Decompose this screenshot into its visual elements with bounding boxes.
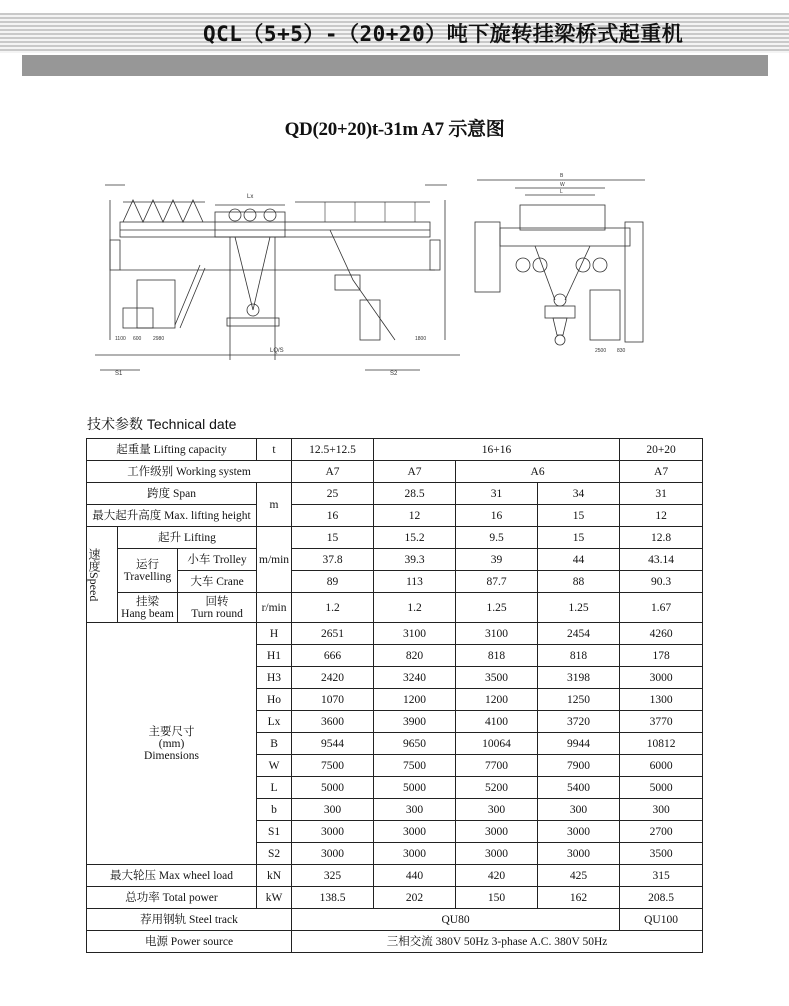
dimension-key: b: [257, 799, 292, 821]
table-row: [87, 483, 703, 505]
value-cell: 31: [620, 483, 703, 505]
value-cell: 3600: [292, 711, 374, 733]
hang-beam-cn: 挂梁: [136, 595, 159, 608]
table-cell: QU80: [292, 909, 620, 931]
value-cell: 300: [456, 799, 538, 821]
value-cell: 34: [538, 483, 620, 505]
value-cell: 1070: [292, 689, 374, 711]
value-cell: 5000: [292, 777, 374, 799]
value-cell: 2454: [538, 623, 620, 645]
unit-cell: kW: [257, 887, 292, 909]
value-cell: 3720: [538, 711, 620, 733]
value-cell: 4260: [620, 623, 703, 645]
value-cell: 1200: [374, 689, 456, 711]
value-cell: 39.3: [374, 549, 456, 571]
label-dim-600: 600: [133, 336, 142, 342]
label-span: LQ/S: [270, 348, 284, 354]
dim-cn: 主要尺寸: [148, 725, 195, 738]
value-cell: 178: [620, 645, 703, 667]
dimension-key: H: [257, 623, 292, 645]
value-cell: 9650: [374, 733, 456, 755]
value-cell: 7500: [374, 755, 456, 777]
value-cell: 3198: [538, 667, 620, 689]
row-label: 荐用钢轨 Steel track: [87, 909, 292, 931]
value-cell: 2420: [292, 667, 374, 689]
section-title: 技术参数 Technical date: [87, 416, 237, 432]
row-label: 最大轮压 Max wheel load: [87, 865, 257, 887]
value-cell: 666: [292, 645, 374, 667]
value-cell: 5000: [374, 777, 456, 799]
dimension-key: W: [257, 755, 292, 777]
hang-beam-label: [118, 593, 178, 623]
table-cell: 12.5+12.5: [292, 439, 374, 461]
table-cell: A7: [620, 461, 703, 483]
value-cell: 7700: [456, 755, 538, 777]
value-cell: 3000: [456, 821, 538, 843]
value-cell: 1.2: [292, 593, 374, 623]
value-cell: 3000: [292, 843, 374, 865]
value-cell: 818: [538, 645, 620, 667]
table-cell: 16+16: [374, 439, 620, 461]
dim-en: Dimensions: [144, 749, 199, 762]
value-cell: 90.3: [620, 571, 703, 593]
row-label: 跨度 Span: [87, 483, 257, 505]
side-elevation: [475, 180, 645, 345]
table-row: [87, 461, 703, 483]
travelling-label: [118, 549, 178, 593]
row-label: 电源 Power source: [87, 931, 292, 953]
row-label: 最大起升高度 Max. lifting height: [87, 505, 257, 527]
value-cell: 15: [292, 527, 374, 549]
value-cell: 113: [374, 571, 456, 593]
value-cell: 3240: [374, 667, 456, 689]
value-cell: 300: [620, 799, 703, 821]
value-cell: 89: [292, 571, 374, 593]
front-elevation: [95, 185, 460, 370]
drawing-title: QD(20+20)t-31m A7 示意图: [284, 119, 505, 140]
value-cell: 1.25: [538, 593, 620, 623]
value-cell: 15.2: [374, 527, 456, 549]
unit-cell: t: [257, 439, 292, 461]
label-lx: Lx: [247, 194, 254, 200]
value-cell: 150: [456, 887, 538, 909]
turn-round-en: Turn round: [191, 607, 243, 620]
table-cell: QU100: [620, 909, 703, 931]
dimension-key: S2: [257, 843, 292, 865]
row-label: 起重量 Lifting capacity: [87, 439, 257, 461]
table-row: [87, 865, 703, 887]
value-cell: 202: [374, 887, 456, 909]
turn-round-cn: 回转: [205, 595, 229, 608]
page-title: QCL（5+5）-（20+20）吨下旋转挂梁桥式起重机: [203, 22, 684, 46]
value-cell: 420: [456, 865, 538, 887]
table-cell: A7: [292, 461, 374, 483]
speed-en: Speed: [87, 571, 101, 602]
value-cell: 1.67: [620, 593, 703, 623]
row-label: 起升 Lifting: [118, 527, 257, 549]
value-cell: 9544: [292, 733, 374, 755]
unit-cell: m: [257, 483, 292, 527]
value-cell: 16: [292, 505, 374, 527]
table-row: [87, 887, 703, 909]
value-cell: 6000: [620, 755, 703, 777]
table-row: [87, 571, 703, 593]
value-cell: 15: [538, 505, 620, 527]
speed-label: [87, 527, 118, 623]
dimension-key: B: [257, 733, 292, 755]
row-label: 小车 Trolley: [178, 549, 257, 571]
table-cell: A6: [456, 461, 620, 483]
value-cell: 1200: [456, 689, 538, 711]
value-cell: 3500: [456, 667, 538, 689]
table-row: [87, 439, 703, 461]
label-l: L: [560, 189, 563, 195]
dimension-key: L: [257, 777, 292, 799]
travelling-cn: 运行: [136, 558, 159, 571]
value-cell: 3500: [620, 843, 703, 865]
value-cell: 162: [538, 887, 620, 909]
value-cell: 16: [456, 505, 538, 527]
dim-unit: (mm): [158, 737, 185, 750]
value-cell: 315: [620, 865, 703, 887]
value-cell: 300: [292, 799, 374, 821]
value-cell: 12: [374, 505, 456, 527]
value-cell: 1.2: [374, 593, 456, 623]
value-cell: 43.14: [620, 549, 703, 571]
value-cell: 88: [538, 571, 620, 593]
label-s1: S1: [115, 371, 123, 377]
value-cell: 300: [538, 799, 620, 821]
value-cell: 5200: [456, 777, 538, 799]
label-dim-2980: 2980: [153, 336, 165, 342]
value-cell: 3000: [538, 843, 620, 865]
table-row: [87, 931, 703, 953]
value-cell: 15: [538, 527, 620, 549]
table-row: [87, 549, 703, 571]
table-row: [87, 623, 703, 645]
value-cell: 5400: [538, 777, 620, 799]
value-cell: 31: [456, 483, 538, 505]
value-cell: 425: [538, 865, 620, 887]
value-cell: 820: [374, 645, 456, 667]
header-bar: [22, 55, 768, 76]
table-row: [87, 527, 703, 549]
technical-data-table: [86, 438, 703, 953]
value-cell: 3100: [456, 623, 538, 645]
crane-schematic-drawing: [85, 160, 645, 380]
speed-cn: 速度: [87, 547, 101, 572]
table-row: [87, 505, 703, 527]
label-b: B: [560, 173, 564, 179]
table-cell: 20+20: [620, 439, 703, 461]
table-cell: 三相交流 380V 50Hz 3-phase A.C. 380V 50Hz: [292, 931, 703, 953]
table-cell: A7: [374, 461, 456, 483]
value-cell: 3100: [374, 623, 456, 645]
dimensions-label: [87, 623, 257, 865]
value-cell: 10812: [620, 733, 703, 755]
value-cell: 2651: [292, 623, 374, 645]
label-dim-830: 830: [617, 348, 626, 354]
value-cell: 1300: [620, 689, 703, 711]
value-cell: 1.25: [456, 593, 538, 623]
value-cell: 138.5: [292, 887, 374, 909]
value-cell: 3000: [538, 821, 620, 843]
value-cell: 3000: [374, 821, 456, 843]
value-cell: 10064: [456, 733, 538, 755]
value-cell: 9.5: [456, 527, 538, 549]
value-cell: 5000: [620, 777, 703, 799]
row-label: 总功率 Total power: [87, 887, 257, 909]
dimension-key: H1: [257, 645, 292, 667]
dimension-key: S1: [257, 821, 292, 843]
travelling-en: Travelling: [123, 570, 172, 583]
hang-beam-en: Hang beam: [121, 607, 174, 620]
table-row: [87, 593, 703, 623]
value-cell: 7500: [292, 755, 374, 777]
value-cell: 3000: [374, 843, 456, 865]
value-cell: 1250: [538, 689, 620, 711]
value-cell: 300: [374, 799, 456, 821]
value-cell: 208.5: [620, 887, 703, 909]
value-cell: 25: [292, 483, 374, 505]
dimension-key: Lx: [257, 711, 292, 733]
row-label: 大车 Crane: [178, 571, 257, 593]
dimension-key: Ho: [257, 689, 292, 711]
value-cell: 3000: [456, 843, 538, 865]
unit-cell: m/min: [257, 527, 292, 593]
table-row: [87, 909, 703, 931]
turn-round-label: [178, 593, 257, 623]
value-cell: 12.8: [620, 527, 703, 549]
value-cell: 28.5: [374, 483, 456, 505]
value-cell: 37.8: [292, 549, 374, 571]
value-cell: 818: [456, 645, 538, 667]
label-dim-2500: 2500: [595, 348, 607, 354]
label-dim-1100: 1100: [115, 336, 126, 342]
unit-cell: kN: [257, 865, 292, 887]
value-cell: 3000: [620, 667, 703, 689]
value-cell: 2700: [620, 821, 703, 843]
value-cell: 39: [456, 549, 538, 571]
value-cell: 3770: [620, 711, 703, 733]
value-cell: 44: [538, 549, 620, 571]
value-cell: 325: [292, 865, 374, 887]
value-cell: 3900: [374, 711, 456, 733]
label-s2: S2: [390, 371, 398, 377]
label-w: W: [560, 182, 565, 188]
dimension-key: H3: [257, 667, 292, 689]
value-cell: 7900: [538, 755, 620, 777]
label-dim-1800: 1800: [415, 336, 427, 342]
value-cell: 4100: [456, 711, 538, 733]
row-label: 工作级别 Working system: [87, 461, 292, 483]
value-cell: 440: [374, 865, 456, 887]
value-cell: 87.7: [456, 571, 538, 593]
unit-cell: r/min: [257, 593, 292, 623]
value-cell: 9944: [538, 733, 620, 755]
value-cell: 3000: [292, 821, 374, 843]
value-cell: 12: [620, 505, 703, 527]
